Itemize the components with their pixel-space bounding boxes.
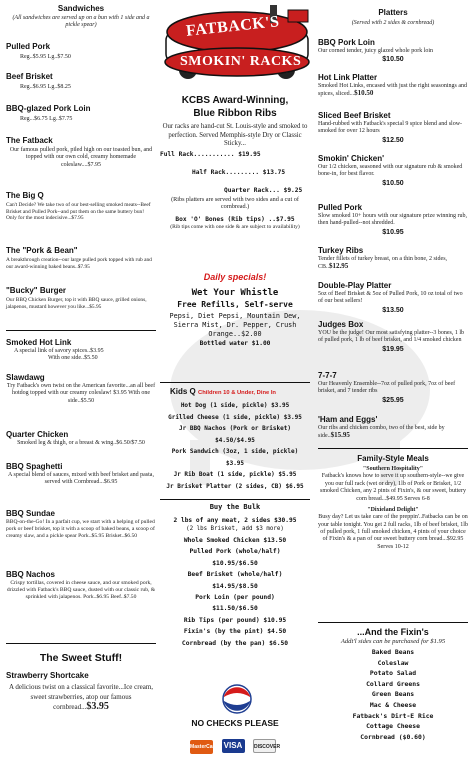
platter-desc: Our ribs and chicken combo, two of the best, side by side..$15.95 — [318, 425, 445, 440]
nachos-desc: Crispy tortillas, covered in cheese sauce, and our smoked pork, drizzled with Fatback's BBQ sauce, dusted with our classic rub, & sprinkled with jalapenos. Pork..$6.95 Beef..$7.50 — [6, 580, 156, 600]
sundae-name: BBQ Sundae — [6, 509, 55, 518]
beef-brisket-name: Beef Brisket — [6, 72, 53, 81]
platter-desc: Our 1/2 chicken, seasoned with our signature rub & smoked bone-in, for best flavor. — [318, 164, 463, 178]
fixin-item: Collard Greens — [366, 679, 420, 688]
ribs-award-title: KCBS Award-Winning, — [181, 95, 289, 106]
ribs-award-subtitle: Blue Ribbon Ribs — [193, 108, 277, 119]
platter-desc: Tender fillets of turkey breast, on a thin bone, 2 sides, CB..$12.95 — [318, 256, 448, 271]
platters-title: Platters — [378, 8, 408, 17]
family-divider — [318, 448, 468, 449]
bulk-item: $10.95/$6.50 — [212, 559, 258, 567]
kids-item: $3.95 — [225, 459, 245, 467]
platter-name: BBQ Pork Loin — [318, 38, 375, 47]
sweet-item-desc: A delicious twist on a classical favorite...Ice cream, sweet strawberries, atop our famous cornbread...$3.95 — [8, 683, 154, 712]
hot-link-desc: A special link of savory spices..$3.95 — [14, 348, 104, 354]
fixin-item: Baked Beans — [371, 648, 415, 656]
no-checks-note: NO CHECKS PLEASE — [191, 718, 279, 728]
bulk-item: Pulled Pork (whole/half) — [189, 548, 281, 556]
platter-desc: Smoked Hot Links, encased with just the right seasonings and spices, sliced...$10.50 — [318, 83, 467, 98]
kids-list — [160, 400, 310, 492]
platter-name: Judges Box — [318, 320, 364, 329]
sweet-item-name: Strawberry Shortcake — [6, 671, 89, 680]
sweet-item-price: $3.95 — [86, 701, 109, 712]
bbq-loin-name: BBQ-glazed Pork Loin — [6, 104, 91, 113]
family-title: Family-Style Meals — [357, 454, 429, 463]
pulled-pork-prices: Reg..$5.95 Lg..$7.50 — [20, 54, 71, 60]
big-q-desc: Can't Decide? We take two of our best-selling smoked meats--Beef Brisket and Pulled Pork--and put them on the same buttery bun! Only for the most indecisive...$7.95 — [6, 202, 151, 222]
platter-name: Turkey Ribs — [318, 246, 364, 255]
kids-title-line — [160, 387, 310, 398]
spaghetti-desc: A special blend of sauces, mixed with beef brisket and pasta, served with Cornbread...$6.95 — [8, 472, 154, 486]
platter-desc: YOU be the judge! Our most satisfying platter--3 bones, 1 lb of pulled pork, 1 lb of beef brisket, and 1/4 smoked chicken — [318, 330, 465, 344]
visa-icon: VISA — [222, 739, 245, 753]
nachos-name: BBQ Nachos — [6, 570, 55, 579]
box-bones-note: (Rib tips come with one side & are subject to availability) — [170, 224, 300, 231]
kids-item: Jr BBQ Nachos (Pork or Brisket) — [179, 425, 291, 432]
platter-price: $10.50 — [382, 56, 404, 64]
platter-price: $19.95 — [382, 345, 404, 353]
logo-top-text: FATBACK'S — [185, 13, 281, 40]
platter-name: 7-7-7 — [318, 371, 337, 380]
sodas-list: Pepsi, Diet Pepsi, Mountain Dew, Sierra Mist, Dr. Pepper, Crush Orange..$2.00 — [169, 312, 301, 338]
platter-price: $12.95 — [329, 262, 349, 271]
kids-item: Jr Rib Boat (1 side, pickle) $5.95 — [173, 471, 297, 478]
spaghetti-name: BBQ Spaghetti — [6, 462, 63, 471]
bulk-line1-note: (2 lbs Brisket, add $3 more) — [186, 526, 284, 532]
platter-price: $10.50 — [354, 89, 374, 98]
platter-desc: Hand-rubbed with Fatback's special 9 spice blend and slow-smoked for over 12 hours — [318, 121, 463, 135]
logo-smoker-icon — [158, 2, 316, 90]
bulk-line1: 2 lbs of any meat, 2 sides $30.95 — [173, 517, 297, 524]
half-rack-price: Half Rack......... $13.75 — [192, 168, 286, 176]
fixin-item: Cottage Cheese — [366, 722, 420, 731]
box-bones-price: Box 'O' Bones (Rib tips) ..$7.95 — [175, 216, 295, 224]
fatback-desc: Our famous pulled pork, piled high on our toasted bun, and topped with our own cold, creamy homemade coleslaw....$7.95 — [9, 147, 153, 168]
sweet-divider — [6, 643, 156, 644]
dixieland-desc: Busy day? Let us take care of the preppin'..Fatbacks can be on your table tonight. You get 2 full racks, 1lb of beef brisket, 1lb of pulled pork, 1 full smoked chicken, 4 pints of your choice of Fixin's & a pan of our sweet buttery corn bread...$92.95 Serves 10-12 — [318, 514, 468, 550]
bulk-item: $11.50/$6.50 — [212, 605, 258, 613]
pork-bean-name: The "Pork & Bean" — [6, 246, 78, 255]
fixins-title: ...And the Fixin's — [357, 627, 429, 637]
platter-price: $10.50 — [382, 179, 404, 187]
kids-item: Hot Dog (1 side, pickle) $3.95 — [180, 402, 290, 409]
bulk-divider — [160, 499, 310, 500]
logo-bottom-text: SMOKIN' RACKS — [180, 54, 302, 69]
bulk-item: Pork Loin (per pound) — [195, 594, 275, 602]
platter-desc: 5oz of Beef Brisket & 5oz of Pulled Pork, 10 oz total of two of our best sellers! — [318, 291, 463, 305]
kids-divider — [160, 382, 310, 383]
kids-item: Grilled Cheese (1 side, pickle) $3.95 — [168, 413, 302, 421]
refills-note: Free Refills, Self-serve — [177, 300, 293, 309]
fixins-divider — [318, 622, 468, 623]
bbq-loin-prices: Reg...$6.75 Lg..$7.75 — [20, 116, 73, 122]
pulled-pork-name: Pulled Pork — [6, 42, 51, 51]
bulk-item: Fixin's (by the pint) $4.50 — [183, 628, 287, 636]
kids-title: Kids Q — [170, 387, 196, 396]
pepsi-logo-icon — [222, 684, 252, 714]
platters-note: (Served with 2 sides & cornbread) — [351, 20, 435, 26]
bottled-water: Bottled water $1.00 — [199, 340, 271, 347]
fixin-item: Green Beans — [371, 690, 415, 699]
fixins-note: Addt'l sides can be purchased for $1.95 — [340, 638, 446, 645]
dixieland-title: "Dixieland Delight" — [367, 506, 419, 513]
bulk-item: Whole Smoked Chicken $13.50 — [183, 537, 287, 544]
hospitality-desc: Fatback's knows how to serve it up southern-style--we give you our full rack (wet or dry), 1lb of Pork or Brisket, 1/2 smoked Chicken, any 2 pints of Fixin's, & our sweet, buttery corn bread...$49.95 Serves 6-8 — [320, 473, 466, 502]
bulk-item: $14.95/$8.50 — [212, 582, 258, 590]
platter-price: $25.95 — [382, 396, 404, 404]
beef-brisket-prices: Reg..$6.95 Lg..$8.25 — [20, 84, 71, 90]
quarter-rack-price: Quarter Rack... $9.25 — [224, 186, 303, 194]
pork-bean-desc: A breakthrough creation--our large pulled pork topped with rub and our award-winning baked beans..$7.95 — [6, 257, 152, 270]
full-rack-price: Full Rack........... $19.95 — [160, 150, 261, 158]
platter-price: $13.50 — [382, 306, 404, 314]
sweet-title: The Sweet Stuff! — [39, 652, 123, 664]
sandwiches-title: Sandwiches — [57, 4, 105, 13]
sandwiches-note: (All sandwiches are served up on a bun with 1 side and a pickle spear) — [12, 15, 150, 29]
platter-desc: Slow smoked 10+ hours with our signature prize winning rub, then hand-pulled--not shredded. — [318, 213, 468, 227]
quarter-chicken-desc: Smoked leg & thigh, or a breast & wing..$6.50/$7.50 — [17, 440, 145, 446]
fixins-list — [318, 647, 468, 742]
kids-note: Children 10 & Under, Dine In — [198, 390, 276, 396]
kids-item: Jr Brisket Platter (2 sides, CB) $6.95 — [166, 482, 304, 490]
fixin-item: Fatback's Dirt-E Rice — [352, 711, 434, 720]
fixin-item: Cornbread ($0.60) — [360, 732, 426, 741]
discover-icon: DISCOVER — [253, 739, 276, 753]
daily-specials-title: Daily specials! — [203, 272, 267, 282]
fatbacks-logo — [158, 2, 316, 90]
bulk-item: Cornbread (by the pan) $6.50 — [181, 639, 289, 647]
big-q-name: The Big Q — [6, 191, 44, 200]
platter-desc: Our corned tender, juicy glazed whole pork loin — [318, 48, 434, 54]
slawdawg-desc: Try Fatback's own twist on the American favorite...an all beef hotdog topped with our creamy coleslaw! $3.95 With one side..$5.50 — [6, 383, 156, 404]
platter-name: Hot Link Platter — [318, 73, 378, 82]
bucky-desc: Our BBQ Chicken Burger, top it with BBQ sauce, grilled onions, jalapenos, mustard however you like...$5.95 — [6, 297, 147, 310]
hot-link-name: Smoked Hot Link — [6, 338, 72, 347]
platter-price: $12.50 — [382, 136, 404, 144]
bulk-item: Rib Tips (per pound) $10.95 — [183, 616, 287, 624]
left-divider — [6, 330, 156, 331]
platter-name: Sliced Beef Brisket — [318, 111, 391, 120]
fixin-item: Coleslaw — [377, 658, 409, 667]
fixin-item: Potato Salad — [369, 669, 417, 678]
bulk-list — [160, 535, 310, 649]
quarter-chicken-name: Quarter Chicken — [6, 430, 69, 439]
kids-item: $4.50/$4.95 — [215, 436, 255, 444]
payment-cards — [160, 735, 310, 754]
bulk-item: Beef Brisket (whole/half) — [187, 571, 283, 579]
whistle-title: Wet Your Whistle — [191, 288, 279, 298]
slawdawg-name: Slawdawg — [6, 373, 45, 382]
kids-item: Pork Sandwich (3oz, 1 side, pickle) — [171, 448, 299, 455]
platter-desc: Our Heavenly Ensemble--7oz of pulled pork, 7oz of beef brisket, and 7 tender ribs — [318, 381, 456, 395]
bucky-name: "Bucky" Burger — [6, 286, 67, 295]
platter-name: 'Ham and Eggs' — [318, 415, 378, 424]
bulk-title: Buy the Bulk — [209, 503, 261, 511]
ribs-desc: Our racks are hand-cut St. Louis-style and smoked to perfection. Served Memphis-style Dry or Classic Sticky... — [162, 123, 308, 148]
platter-name: Smokin' Chicken' — [318, 154, 385, 163]
fatback-name: The Fatback — [6, 136, 53, 145]
fixin-item: Mac & Cheese — [369, 700, 417, 709]
hospitality-title: "Southern Hospitality" — [362, 466, 424, 472]
quarter-rack-note: (Ribs platters are served with two sides and a cut of cornbread.) — [171, 195, 299, 211]
platter-price: $10.95 — [382, 228, 404, 236]
platter-name: Double-Play Platter — [318, 281, 392, 290]
platter-price: $15.95 — [330, 431, 350, 440]
platter-name: Pulled Pork — [318, 203, 363, 212]
soda-price: ..$2.00 — [232, 330, 262, 338]
sundae-desc: BBQ-on-the-Go! In a parfait cup, we start with a helping of pulled pork or beef brisket, top it with a scoop of baked beans, a scoop of creamy slaw, and a pickle spear Pork..$5.95 Brisket..$6.50 — [6, 519, 155, 539]
mastercard-icon: MasterCard — [190, 740, 213, 754]
hot-link-desc2: With one side..$5.50 — [48, 355, 98, 362]
